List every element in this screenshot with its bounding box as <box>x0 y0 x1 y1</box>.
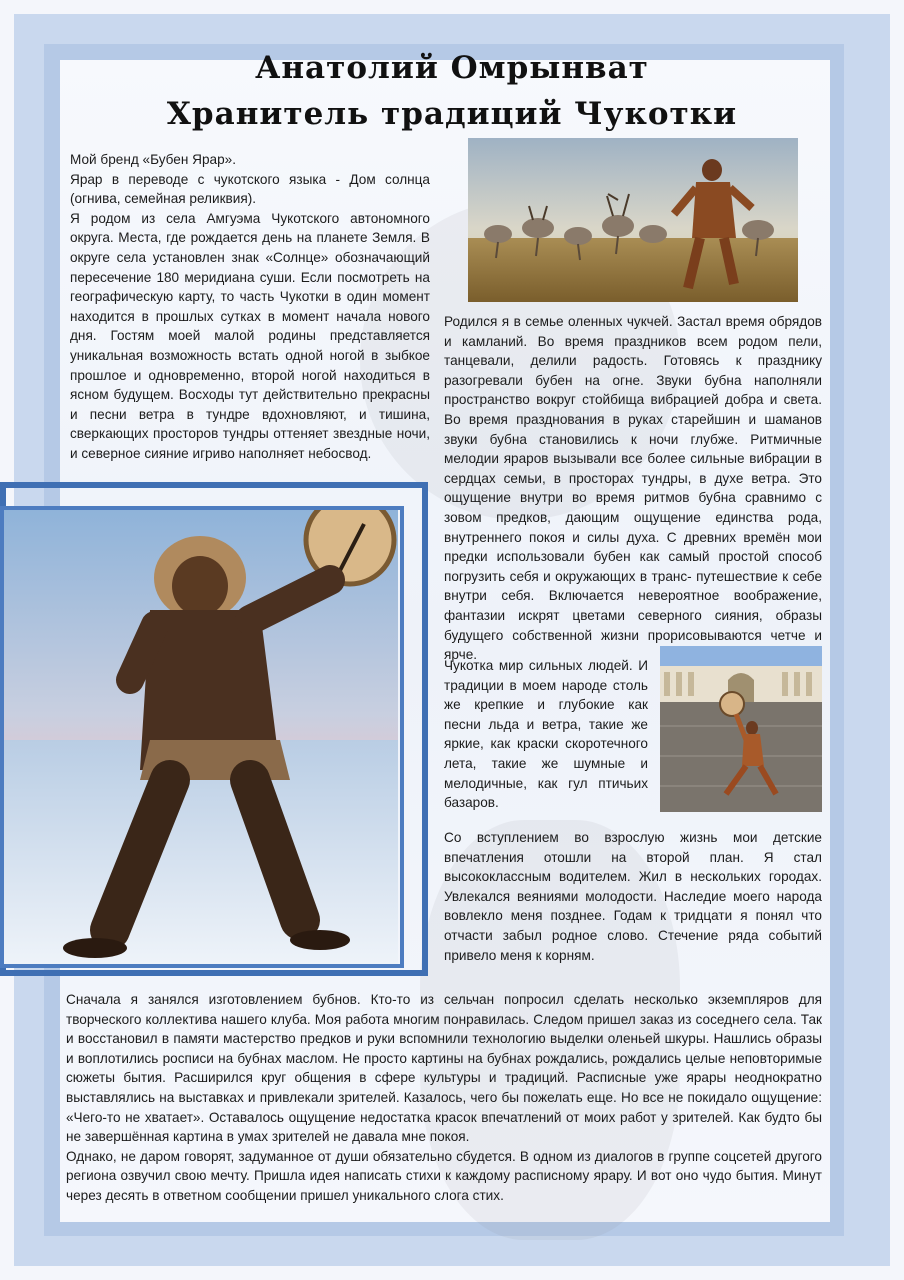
dream-paragraph: Однако, не даром говорят, задуманное от души обязательно сбудется. В одном из диалогов в группе соцсетей другого региона озвучил свою мечту. Пришла идея написать стихи к каждому расписному ярару. И вот оно чудо бытия. Минут через десять в ответном сообщении пришел уникального слога стих. <box>66 1148 822 1203</box>
intro-text <box>70 150 430 464</box>
page-title: Анатолий Омрынват <box>255 50 649 86</box>
page-subtitle: Хранитель традиций Чукотки <box>166 96 738 132</box>
palace-square-illustration <box>660 646 822 812</box>
photo-frame-inner <box>0 506 404 968</box>
reindeer-illustration <box>468 138 798 302</box>
family-paragraph: Родился я в семье оленных чукчей. Застал время обрядов и камланий. Во время праздников всем родом пели, танцевали, делили радость. Готовясь к празднику разогревали бубен на огне. Звуки бубна наполняли пространство вокруг стойбища вибрацией добра и света. Во время празднования в руках старейшин и шаманов звуки бубна становились к ночи глубже. Ритмичные мелодии яраров вызывали все более сильные вибрации в сердцах семьи, в просторах тундры, в духе ветра. Это ощущение внутри во время ритмов бубна сравнимо с зовом предков, дающим ощущение единства рода, внутреннего покоя и силы духа. С древних времён мои предки использовали бубен как самый простой способ погрузить себя и окружающих в транс- путешествие к себе внутри себя. Включается невероятное воображение, фантазии искрят цветами северного сияния, образы будущего собственной жизни прорисовываются четче и ярче. <box>444 314 822 663</box>
adult-paragraph: Со вступлением во взрослую жизнь мои детские впечатления отошли на второй план. Я стал высококлассным водителем. Жил в нескольких городах. Увлекался веяниями молодости. Наследие моего народа вовлекло меня позднее. Годам к тридцати я понял что отчасти забыл родное слово. Стечение ряда событий привело меня к корням. <box>444 830 822 963</box>
bottom-text <box>66 990 822 1206</box>
origin-paragraph: Я родом из села Амгуэма Чукотского автономного округа. Места, где рождается день на планете Земля. В округе села установлен знак «Солнце» обозначающий пересечение 180 меридиана суши. Если посмотреть на географическую карту, то часть Чукотки в один момент находится в прошлых сутках в момент начала нового дня. Гостям моей малой родины представляется уникальная возможность встать одной ногой в зыбкое прошлое и одновременно, второй ногой находиться в ясном будущем. Восходы тут действительно прекрасны и песни ветра в тундре вдохновляют, и тишина, сверкающих просторов тундры оттеняет звездные ночи, и северное сияние игриво наполняет небосвод. <box>70 210 430 461</box>
chukotka-paragraph: Чукотка мир сильных людей. И традиции в моем народе столь же крепкие и глубокие как песни льда и ветра, такие же яркие, как краски скоротечного лета, такие же шумные и мелодичные, как гул птичьих базаров. <box>444 658 648 811</box>
yarar-line: Ярар в переводе с чукотского языка - Дом солнца (огнива, семейная реликвия). <box>70 171 430 207</box>
palace-square-photo <box>660 646 822 812</box>
brand-line: Мой бренд «Бубен Ярар». <box>70 152 236 167</box>
drum-making-paragraph: Сначала я занялся изготовлением бубнов. Кто-то из сельчан попросил сделать несколько экземпляров для творческого коллектива нашего клуба. Моя работа многим понравилась. Следом пришел заказ из соседнего села. Так и восстановил в памяти мастерство предков и руки вспомнили технологию выделки оленьей шкуры. Нашлись образы и воплотились росписи на бубнах маслом. Не просто картины на бубнах рождались, рождались целые неповторимые сюжеты бытия. Расширился круг общения в сфере культуры и традиций. Расписные уже ярары неоднократно выставлялись на выставках и привлекали зрителей. Казалось, чего бы пожелать еще. Но все не покидало ощущение: «Чего-то не хватает». Оставалось ощущение недостатка красок впечатлений от моих работ у зрителей. Как будто бы не завершённая картина в умах зрителей не давала мне покоя. <box>66 992 822 1145</box>
reindeer-photo <box>468 138 798 302</box>
